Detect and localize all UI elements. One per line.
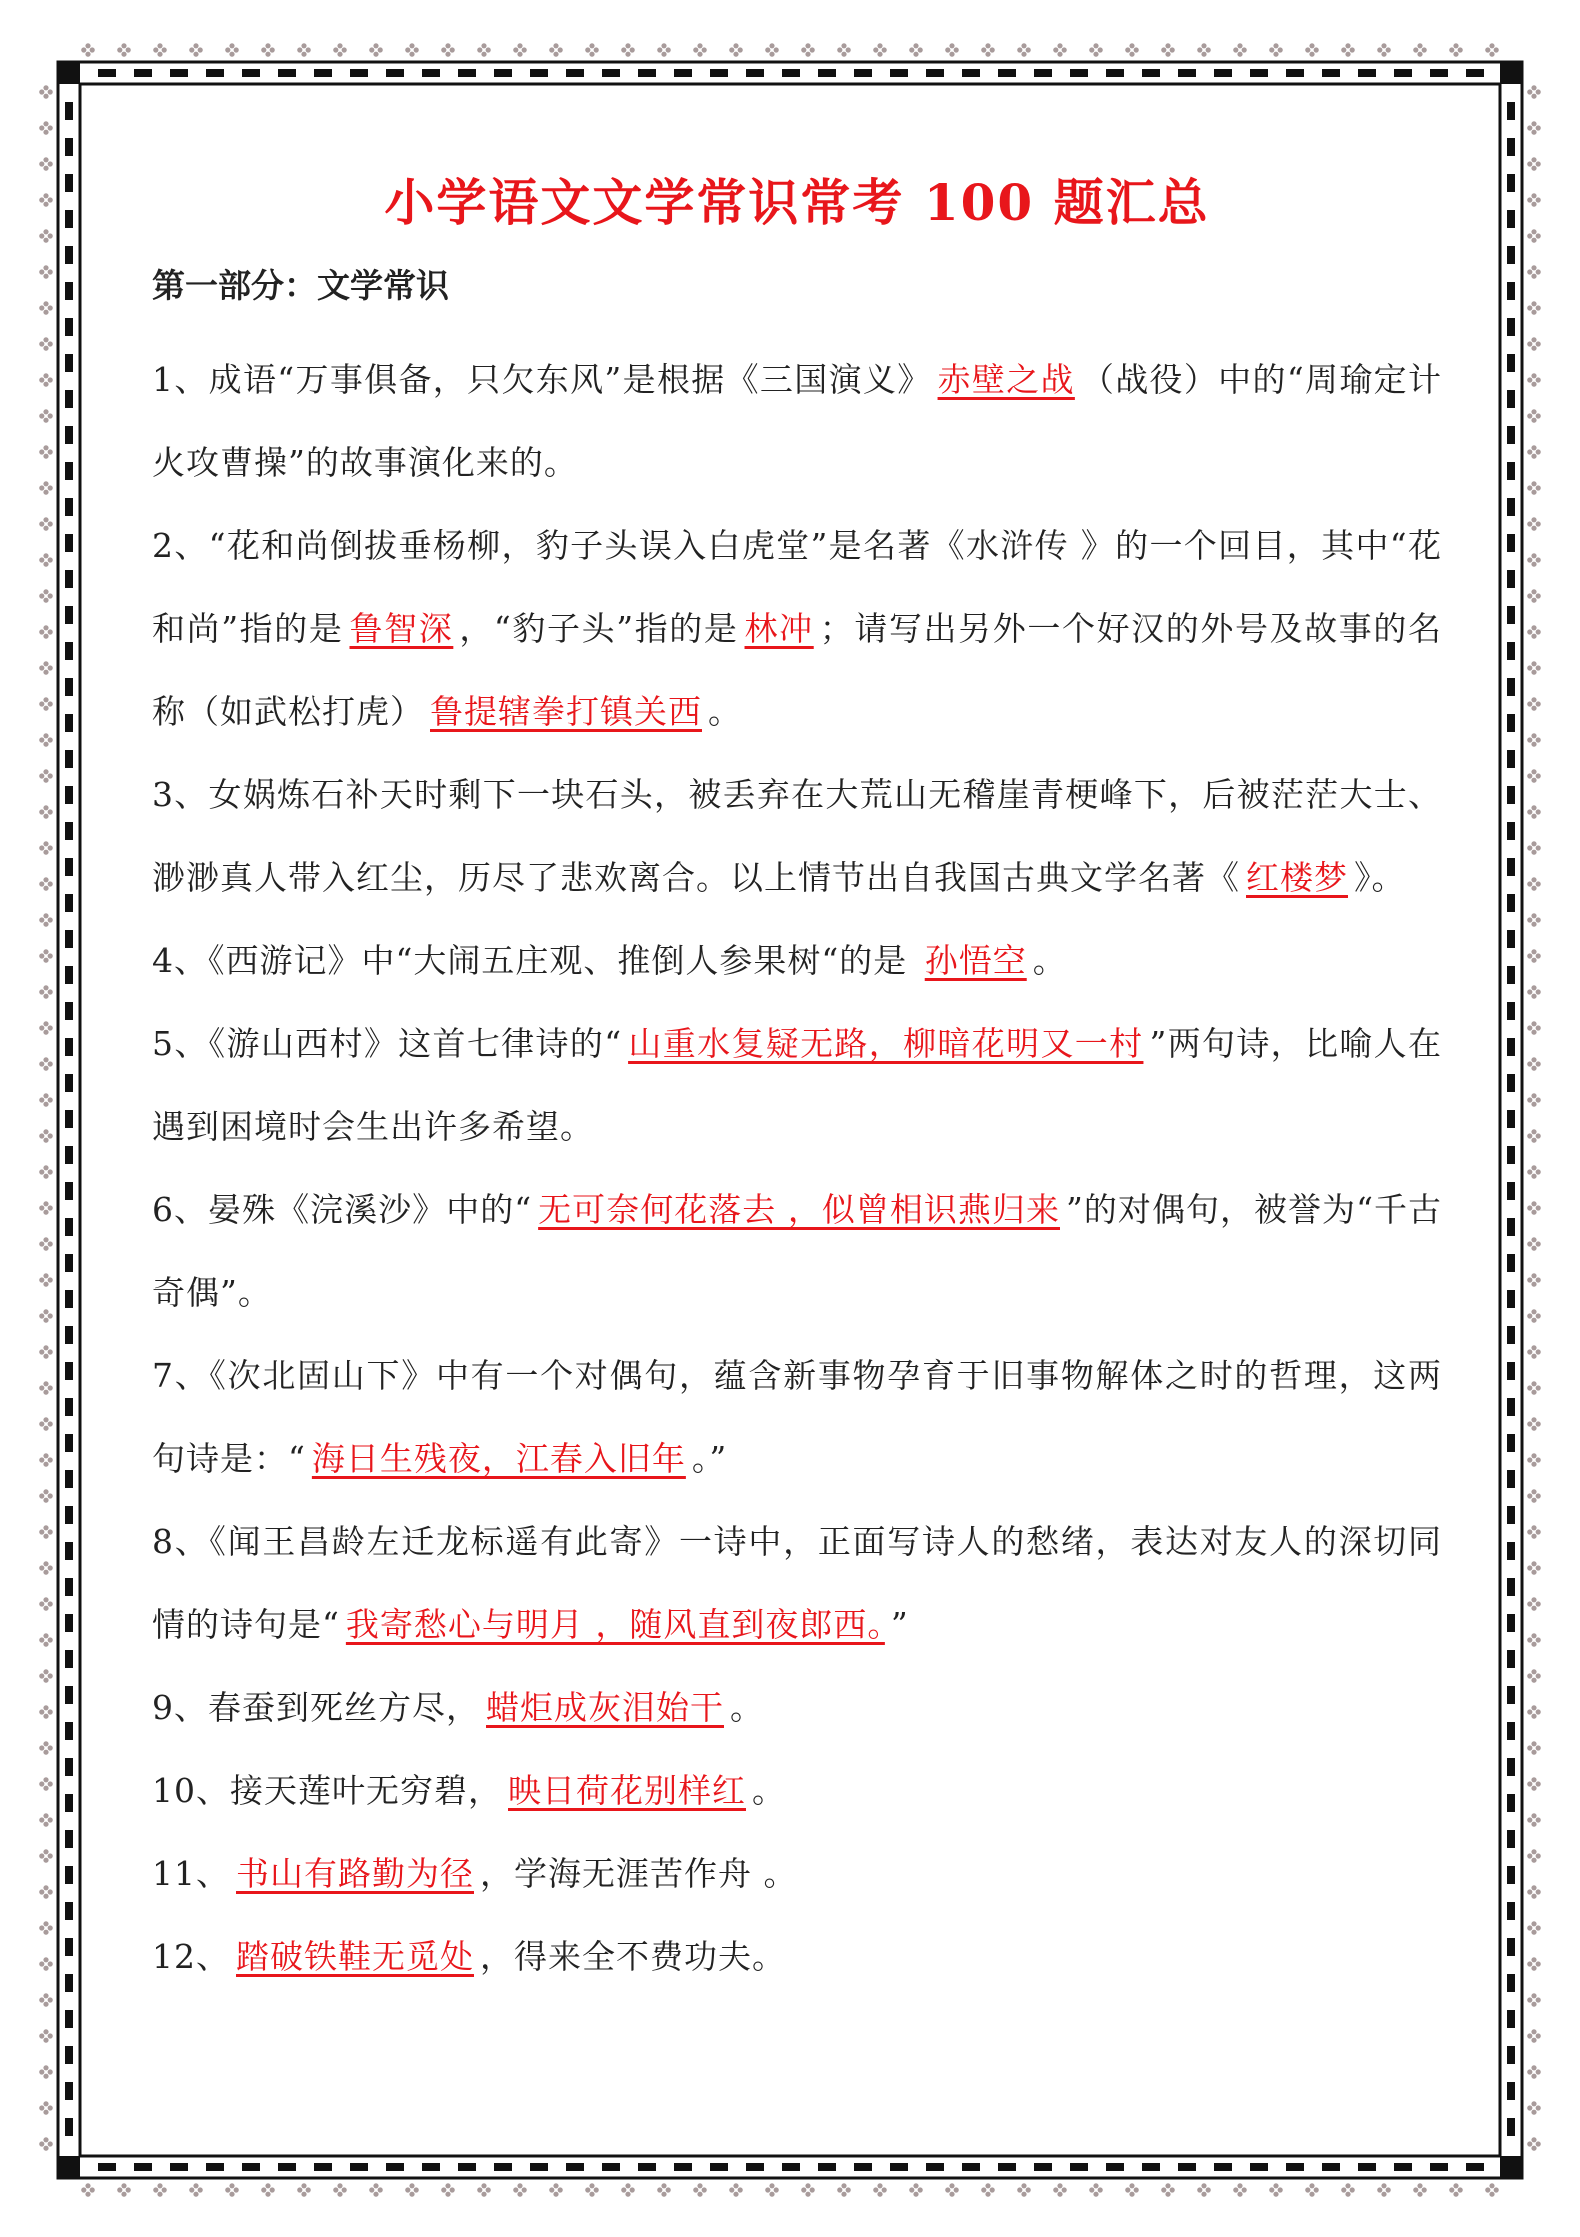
answer-blank: 蜡炬成灰泪始干	[486, 1688, 724, 1727]
question-text: ，学海无涯苦作舟 。	[480, 1854, 798, 1893]
question-text: （战役）中的“周瑜定计火攻曹操”的故事演化来的。	[152, 360, 1443, 482]
question-item	[152, 1002, 1442, 1168]
question-text: 11、	[152, 1854, 230, 1893]
question-text: 。	[708, 692, 742, 731]
answer-blank: 赤壁之战	[937, 360, 1075, 399]
question-item	[152, 1749, 1442, 1832]
question-text: 2、“花和尚倒拔垂杨柳，豹子头误入白虎堂”是名著《水浒传 》的一个回目，其中“花和尚”指的是	[152, 526, 1442, 648]
question-item	[152, 1666, 1442, 1749]
question-item	[152, 753, 1442, 919]
answer-blank: 我寄愁心与明月 ，随风直到夜郎西。	[345, 1605, 885, 1644]
question-item	[152, 1832, 1442, 1915]
question-text: 3、女娲炼石补天时剩下一块石头，被丢弃在大荒山无稽崖青梗峰下，后被茫茫大士、渺渺真人带入红尘，历尽了悲欢离合。以上情节出自我国古典文学名著《	[152, 775, 1442, 897]
question-item	[152, 1500, 1442, 1666]
answer-blank: 鲁提辖拳打镇关西	[430, 692, 702, 731]
document-page	[152, 150, 1442, 1998]
question-text: 。”	[691, 1439, 728, 1478]
answer-blank: 映日荷花别样红	[508, 1771, 746, 1810]
answer-blank: 踏破铁鞋无觅处	[236, 1937, 474, 1976]
question-item	[152, 1168, 1442, 1334]
question-text: 10、接天莲叶无穷碧，	[152, 1771, 502, 1810]
question-list	[152, 338, 1442, 1998]
question-text: 9、春蚕到死丝方尽，	[152, 1688, 480, 1727]
question-text: ，“豹子头”指的是	[459, 609, 739, 648]
question-text: 6、晏殊《浣溪沙》中的“	[152, 1190, 533, 1229]
question-item	[152, 504, 1442, 753]
question-item	[152, 1334, 1442, 1500]
section-heading: 第一部分：文学常识	[152, 266, 449, 305]
answer-blank: 无可奈何花落去 ，似曾相识燕归来	[538, 1190, 1060, 1229]
question-text: 4、《西游记》中“大闹五庄观、推倒人参果树“的是	[152, 941, 919, 980]
question-text: ；请写出另外一个好汉的外号及故事的名称（如武松打虎）	[152, 609, 1443, 731]
answer-blank: 鲁智深	[349, 609, 454, 648]
answer-blank: 书山有路勤为径	[236, 1854, 474, 1893]
question-item	[152, 338, 1442, 504]
question-text: ”的对偶句，被誉为“千古奇偶”。	[152, 1190, 1442, 1312]
question-text: 1、成语“万事俱备，只欠东风”是根据《三国演义》	[152, 360, 932, 399]
question-text: ”两句诗，比喻人在遇到困境时会生出许多希望。	[152, 1024, 1443, 1146]
question-item	[152, 1915, 1442, 1998]
question-text: 8、《闻王昌龄左迁龙标遥有此寄》一诗中，正面写诗人的愁绪，表达对友人的深切同情的诗句是“	[152, 1522, 1442, 1644]
question-text: 。	[752, 1771, 786, 1810]
question-text: 》。	[1354, 858, 1406, 897]
answer-blank: 孙悟空	[924, 941, 1027, 980]
question-text: 5、《游山西村》这首七律诗的“	[152, 1024, 623, 1063]
question-text: 12、	[152, 1937, 230, 1976]
question-item	[152, 919, 1442, 1002]
question-text: 7、《次北固山下》中有一个对偶句，蕴含新事物孕育于旧事物解体之时的哲理，这两句诗是：“	[152, 1356, 1442, 1478]
question-text: 。	[730, 1688, 764, 1727]
answer-blank: 山重水复疑无路，柳暗花明又一村	[628, 1024, 1144, 1063]
answer-blank: 红楼梦	[1246, 858, 1348, 897]
question-text: 。	[1032, 941, 1067, 980]
page-title: 小学语文文学常识常考 100 题汇总	[384, 173, 1210, 232]
answer-blank: 林冲	[744, 609, 814, 648]
question-text: ”	[890, 1605, 909, 1644]
question-text: ，得来全不费功夫。	[480, 1937, 786, 1976]
answer-blank: 海日生残夜，江春入旧年	[311, 1439, 686, 1478]
